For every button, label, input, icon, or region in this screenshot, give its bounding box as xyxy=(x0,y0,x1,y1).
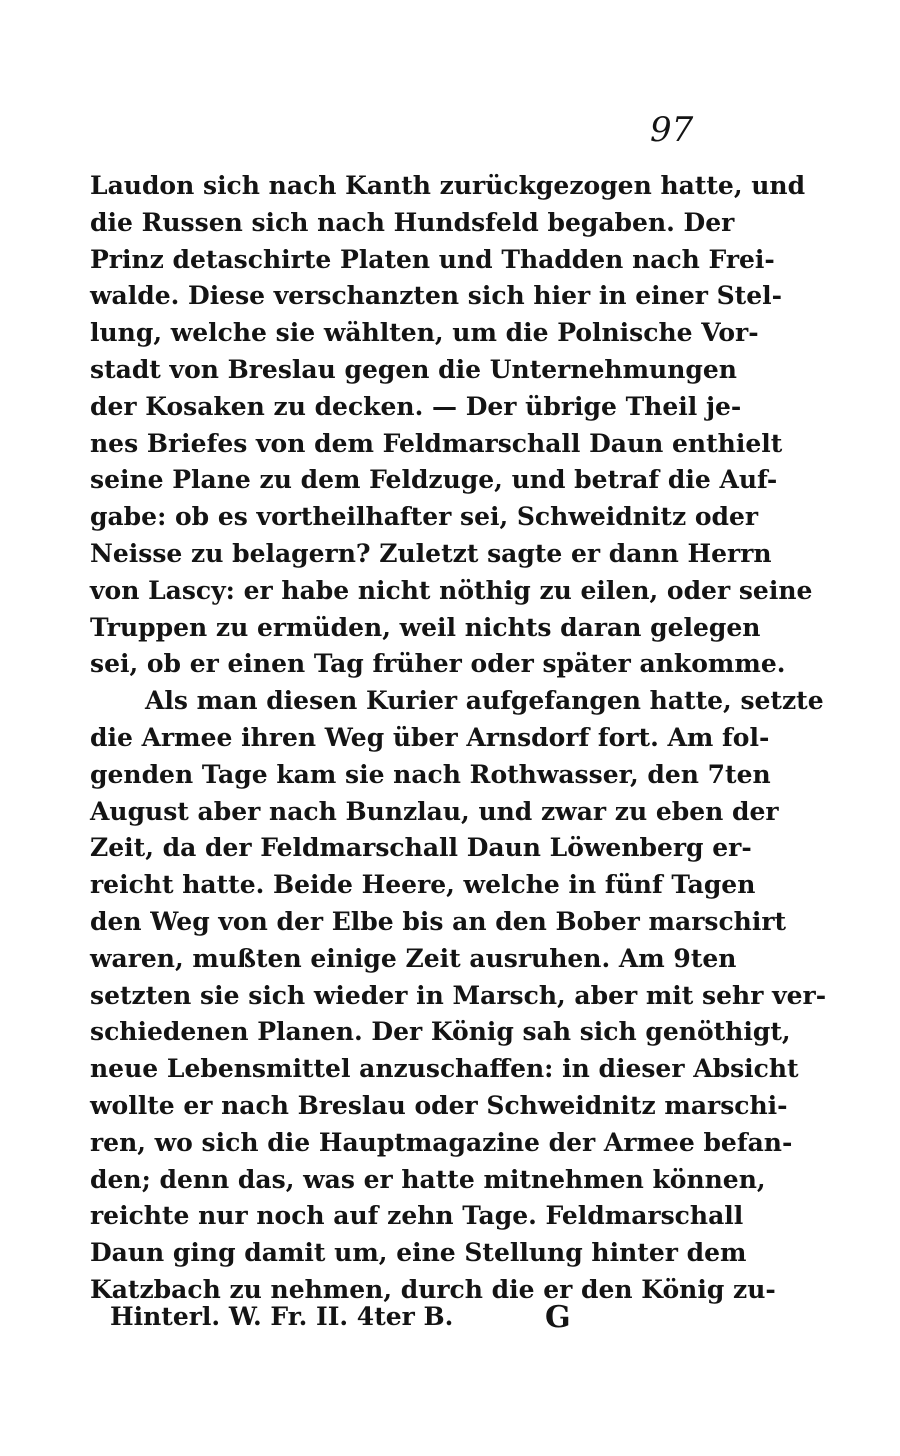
text-line: die Russen sich nach Hundsfeld begaben. Der xyxy=(90,207,735,237)
text-line: Zeit, da der Feldmarschall Daun Löwenberg er- xyxy=(90,833,752,863)
page-number: 97 xyxy=(650,110,694,150)
footer-signature: Hinterl. W. Fr. II. 4ter B. xyxy=(110,1302,454,1331)
text-line: Laudon sich nach Kanth zurückgezogen hatte, und xyxy=(90,171,806,200)
sheet-mark: G xyxy=(545,1300,571,1335)
text-line: den; denn das, was er hatte mitnehmen können, xyxy=(90,1164,766,1194)
text-line: die Armee ihren Weg über Arnsdorf fort. Am fol- xyxy=(90,722,770,752)
text-line: wollte er nach Breslau oder Schweidnitz marschi- xyxy=(90,1090,788,1120)
text-line: den Weg von der Elbe bis an den Bober marschirt xyxy=(90,906,787,936)
text-line: stadt von Breslau gegen die Unternehmungen xyxy=(90,354,737,384)
text-line: Daun ging damit um, eine Stellung hinter dem xyxy=(90,1238,747,1268)
text-line: reichte nur noch auf zehn Tage. Feldmarschall xyxy=(90,1201,744,1231)
text-line: nes Briefes von dem Feldmarschall Daun enthielt xyxy=(90,428,783,458)
text-line: von Lascy: er habe nicht nöthig zu eilen, oder seine xyxy=(90,575,813,605)
text-line: genden Tage kam sie nach Rothwasser, den 7ten xyxy=(90,759,771,789)
text-line: seine Plane zu dem Feldzuge, und betraf die Auf- xyxy=(90,465,778,495)
text-line: Neisse zu belagern? Zuletzt sagte er dann Herrn xyxy=(90,538,772,568)
text-line: ren, wo sich die Hauptmagazine der Armee befan- xyxy=(90,1127,793,1157)
text-line: sei, ob er einen Tag früher oder später ankomme. xyxy=(90,649,786,679)
text-line: Truppen zu ermüden, weil nichts daran gelegen xyxy=(90,612,761,642)
text-line: August aber nach Bunzlau, und zwar zu eben der xyxy=(90,796,779,826)
text-line: reicht hatte. Beide Heere, welche in fünf Tagen xyxy=(90,870,756,900)
text-line: Katzbach zu nehmen, durch die er den König zu- xyxy=(90,1274,776,1304)
text-line: lung, welche sie wählten, um die Polnische Vor- xyxy=(90,318,759,348)
text-line: setzten sie sich wieder in Marsch, aber mit sehr ver- xyxy=(90,980,827,1010)
text-line: waren, mußten einige Zeit ausruhen. Am 9ten xyxy=(90,943,737,973)
text-line: gabe: ob es vortheilhafter sei, Schweidnitz oder xyxy=(90,502,759,532)
text-line: neue Lebensmittel anzuschaffen: in dieser Absicht xyxy=(90,1054,799,1084)
body-text xyxy=(90,168,827,1309)
text-line: Prinz detaschirte Platen und Thadden nach Frei- xyxy=(90,244,775,274)
text-line: schiedenen Planen. Der König sah sich genöthigt, xyxy=(90,1017,791,1047)
text-line: der Kosaken zu decken. — Der übrige Theil je- xyxy=(90,391,742,421)
text-line: Als man diesen Kurier aufgefangen hatte, setzte xyxy=(145,686,824,716)
text-line: walde. Diese verschanzten sich hier in einer Stel- xyxy=(90,281,783,311)
